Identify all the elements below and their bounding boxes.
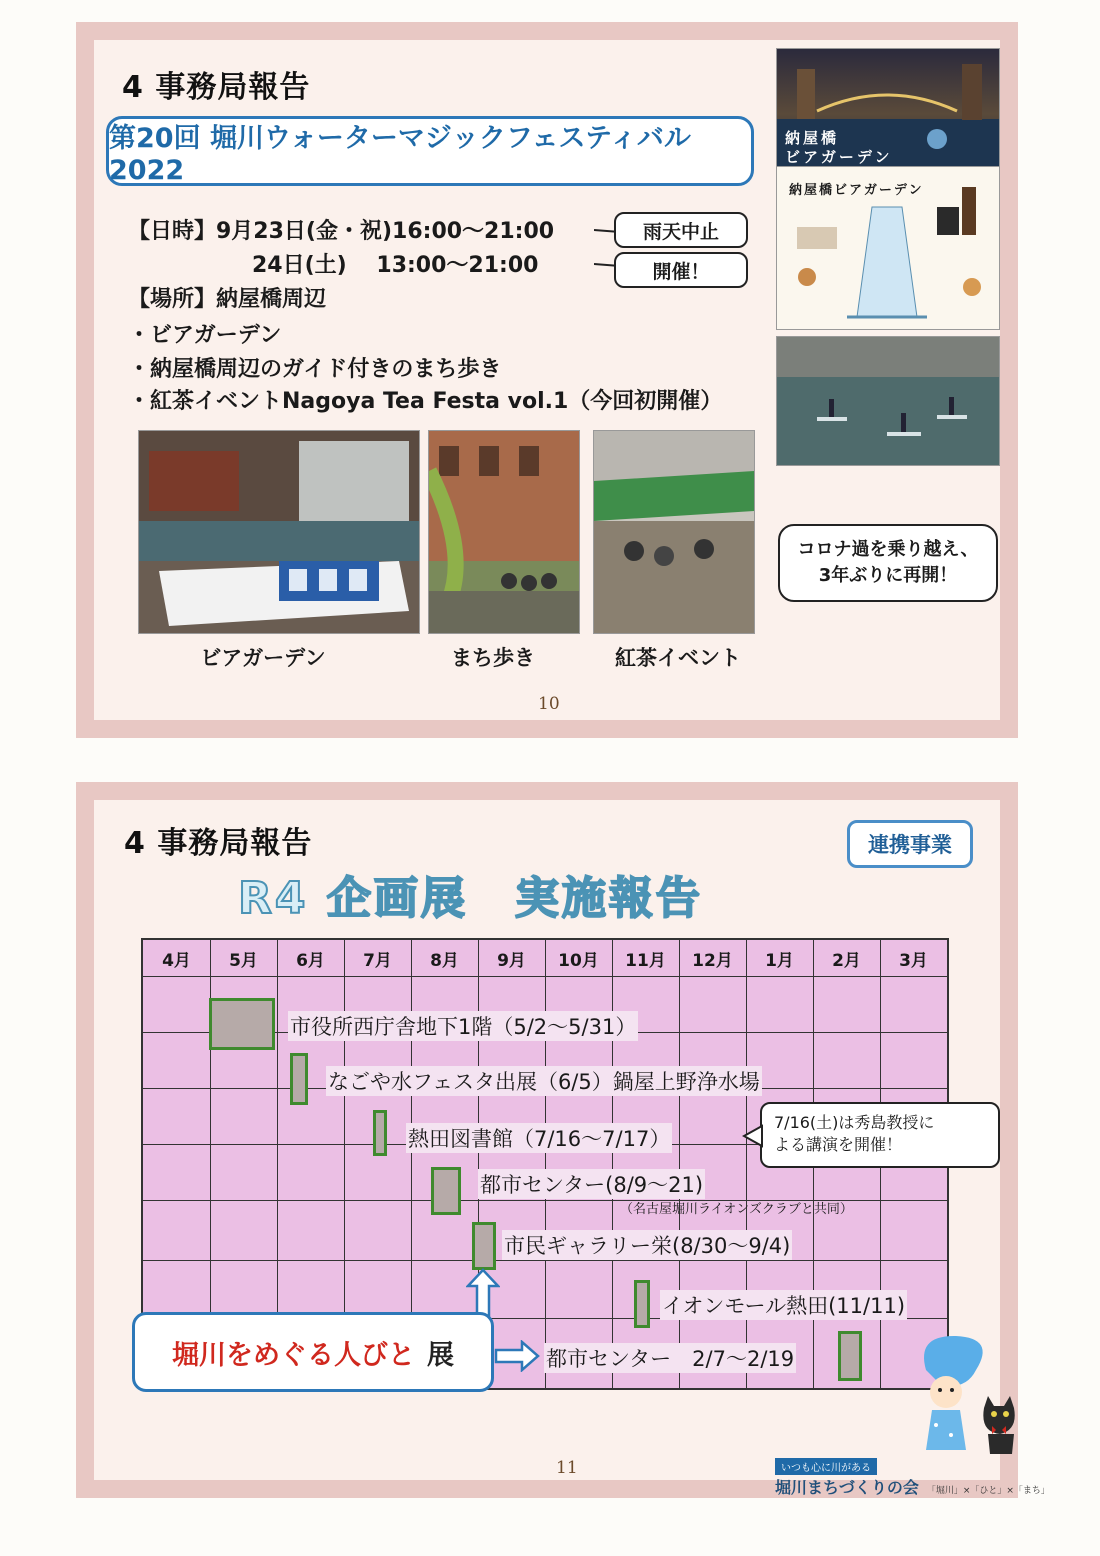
poster-title-line-1: 納屋橋 bbox=[785, 129, 840, 147]
section-title: 4 事務局報告 bbox=[124, 826, 313, 861]
month-header: 12月 bbox=[692, 950, 733, 971]
callout-pointer bbox=[742, 1124, 764, 1148]
schedule-bar bbox=[431, 1167, 461, 1215]
date-line-1: 【日時】9月23日(金・祝)16:00〜21:00 bbox=[128, 219, 555, 244]
town-walk-photo bbox=[428, 430, 580, 634]
page-number-11: 11 bbox=[556, 1458, 578, 1478]
month-header: 6月 bbox=[296, 950, 325, 971]
grid-row-line bbox=[143, 976, 947, 977]
event-toshi-center-note: （名古屋堀川ライオンズクラブと共同） bbox=[620, 1202, 853, 1217]
reopen-note-line-2: 3年ぶりに再開！ bbox=[818, 565, 958, 586]
month-header: 4月 bbox=[162, 950, 191, 971]
month-header: 5月 bbox=[229, 950, 258, 971]
bullet-beer-garden: ・ビアガーデン bbox=[128, 323, 282, 348]
event-title: 第20回 堀川ウォーターマジックフェスティバル2022 bbox=[106, 116, 754, 186]
event-toshi-center-feb: 都市センター 2/7〜2/19 bbox=[544, 1343, 796, 1373]
exhibition-name-box bbox=[132, 1312, 494, 1392]
event-water-festa: なごや水フェスタ出展（6/5）鍋屋上野浄水場 bbox=[326, 1066, 762, 1096]
schedule-bar bbox=[209, 998, 275, 1050]
month-header: 8月 bbox=[430, 950, 459, 971]
schedule-bar bbox=[290, 1053, 308, 1105]
schedule-bar bbox=[373, 1110, 387, 1156]
schedule-bar bbox=[838, 1331, 862, 1381]
boat-illustration bbox=[139, 431, 419, 633]
organization-logo bbox=[775, 1456, 1050, 1498]
status-bubble-rain-cancel: 雨天中止 bbox=[614, 212, 748, 248]
poster-night-river-photo bbox=[776, 48, 1000, 168]
poster-title-line-2: ビアガーデン bbox=[785, 148, 893, 166]
caption-tea-event: 紅茶イベント bbox=[615, 646, 741, 670]
grid-column-line bbox=[545, 940, 546, 1388]
caption-beer-garden: ビアガーデン bbox=[200, 646, 326, 670]
lecture-callout bbox=[760, 1102, 1000, 1168]
poster-subtitle: 納屋橋ビアガーデン bbox=[789, 183, 924, 198]
mascot-illustration bbox=[896, 1330, 1026, 1460]
event-aeon-atsuta: イオンモール熱田(11/11) bbox=[660, 1290, 907, 1320]
grid-column-line bbox=[679, 940, 680, 1388]
tea-event-photo bbox=[593, 430, 755, 634]
reopen-note-bubble bbox=[778, 524, 998, 602]
month-header: 2月 bbox=[832, 950, 861, 971]
paddleboard-illustration bbox=[777, 337, 999, 465]
page-number-10: 10 bbox=[538, 694, 560, 714]
exhibition-suffix: 展 bbox=[427, 1339, 454, 1371]
lecture-callout-line-2: よる講演を開催！ bbox=[774, 1135, 903, 1154]
collaboration-tag: 連携事業 bbox=[847, 820, 973, 868]
grid-column-line bbox=[746, 940, 747, 1388]
exhibition-report-title: R4 企画展 実施報告 bbox=[238, 873, 703, 924]
caption-town-walk: まち歩き bbox=[451, 646, 535, 670]
up-arrow-icon bbox=[466, 1268, 500, 1318]
poster-flyer bbox=[776, 166, 1000, 330]
bullet-guided-walk: ・納屋橋周辺のガイド付きのまち歩き bbox=[128, 357, 502, 382]
logo-name: 堀川まちづくりの会 bbox=[775, 1478, 919, 1497]
schedule-bar bbox=[472, 1222, 496, 1270]
month-header: 11月 bbox=[625, 950, 666, 971]
month-header: 3月 bbox=[899, 950, 928, 971]
event-sakae-gallery: 市民ギャラリー栄(8/30〜9/4) bbox=[502, 1230, 792, 1260]
place-line: 【場所】納屋橋周辺 bbox=[128, 287, 327, 312]
logo-subtext: 「堀川」×「ひと」×「まち」 bbox=[926, 1486, 1050, 1496]
bullet-tea-event: ・紅茶イベントNagoya Tea Festa vol.1（今回初開催） bbox=[128, 389, 723, 414]
month-header: 9月 bbox=[497, 950, 526, 971]
month-header: 10月 bbox=[558, 950, 599, 971]
status-bubble-held: 開催！ bbox=[614, 252, 748, 288]
right-arrow-icon bbox=[494, 1340, 540, 1372]
schedule-bar bbox=[634, 1280, 650, 1328]
paddleboard-river-photo bbox=[776, 336, 1000, 466]
event-city-hall: 市役所西庁舎地下1階（5/2〜5/31） bbox=[288, 1011, 638, 1041]
grid-row-line bbox=[143, 1260, 947, 1261]
walk-illustration bbox=[429, 431, 579, 633]
section-title: 4 事務局報告 bbox=[122, 70, 311, 105]
reopen-note-line-1: コロナ過を乗り越え、 bbox=[797, 539, 979, 560]
tent-illustration bbox=[594, 431, 754, 633]
grid-column-line bbox=[612, 940, 613, 1388]
month-header: 7月 bbox=[363, 950, 392, 971]
month-header: 1月 bbox=[765, 950, 794, 971]
date-line-2: 24日(土) 13:00〜21:00 bbox=[252, 253, 539, 278]
beer-garden-photo bbox=[138, 430, 420, 634]
logo-tagline: いつも心に川がある bbox=[775, 1458, 877, 1475]
exhibition-name: 堀川をめぐる人びと bbox=[172, 1339, 415, 1371]
event-toshi-center: 都市センター(8/9〜21) bbox=[478, 1169, 705, 1199]
event-atsuta-library: 熱田図書館（7/16〜7/17） bbox=[406, 1123, 672, 1153]
lecture-callout-line-1: 7/16(土)は秀島教授に bbox=[774, 1113, 935, 1132]
